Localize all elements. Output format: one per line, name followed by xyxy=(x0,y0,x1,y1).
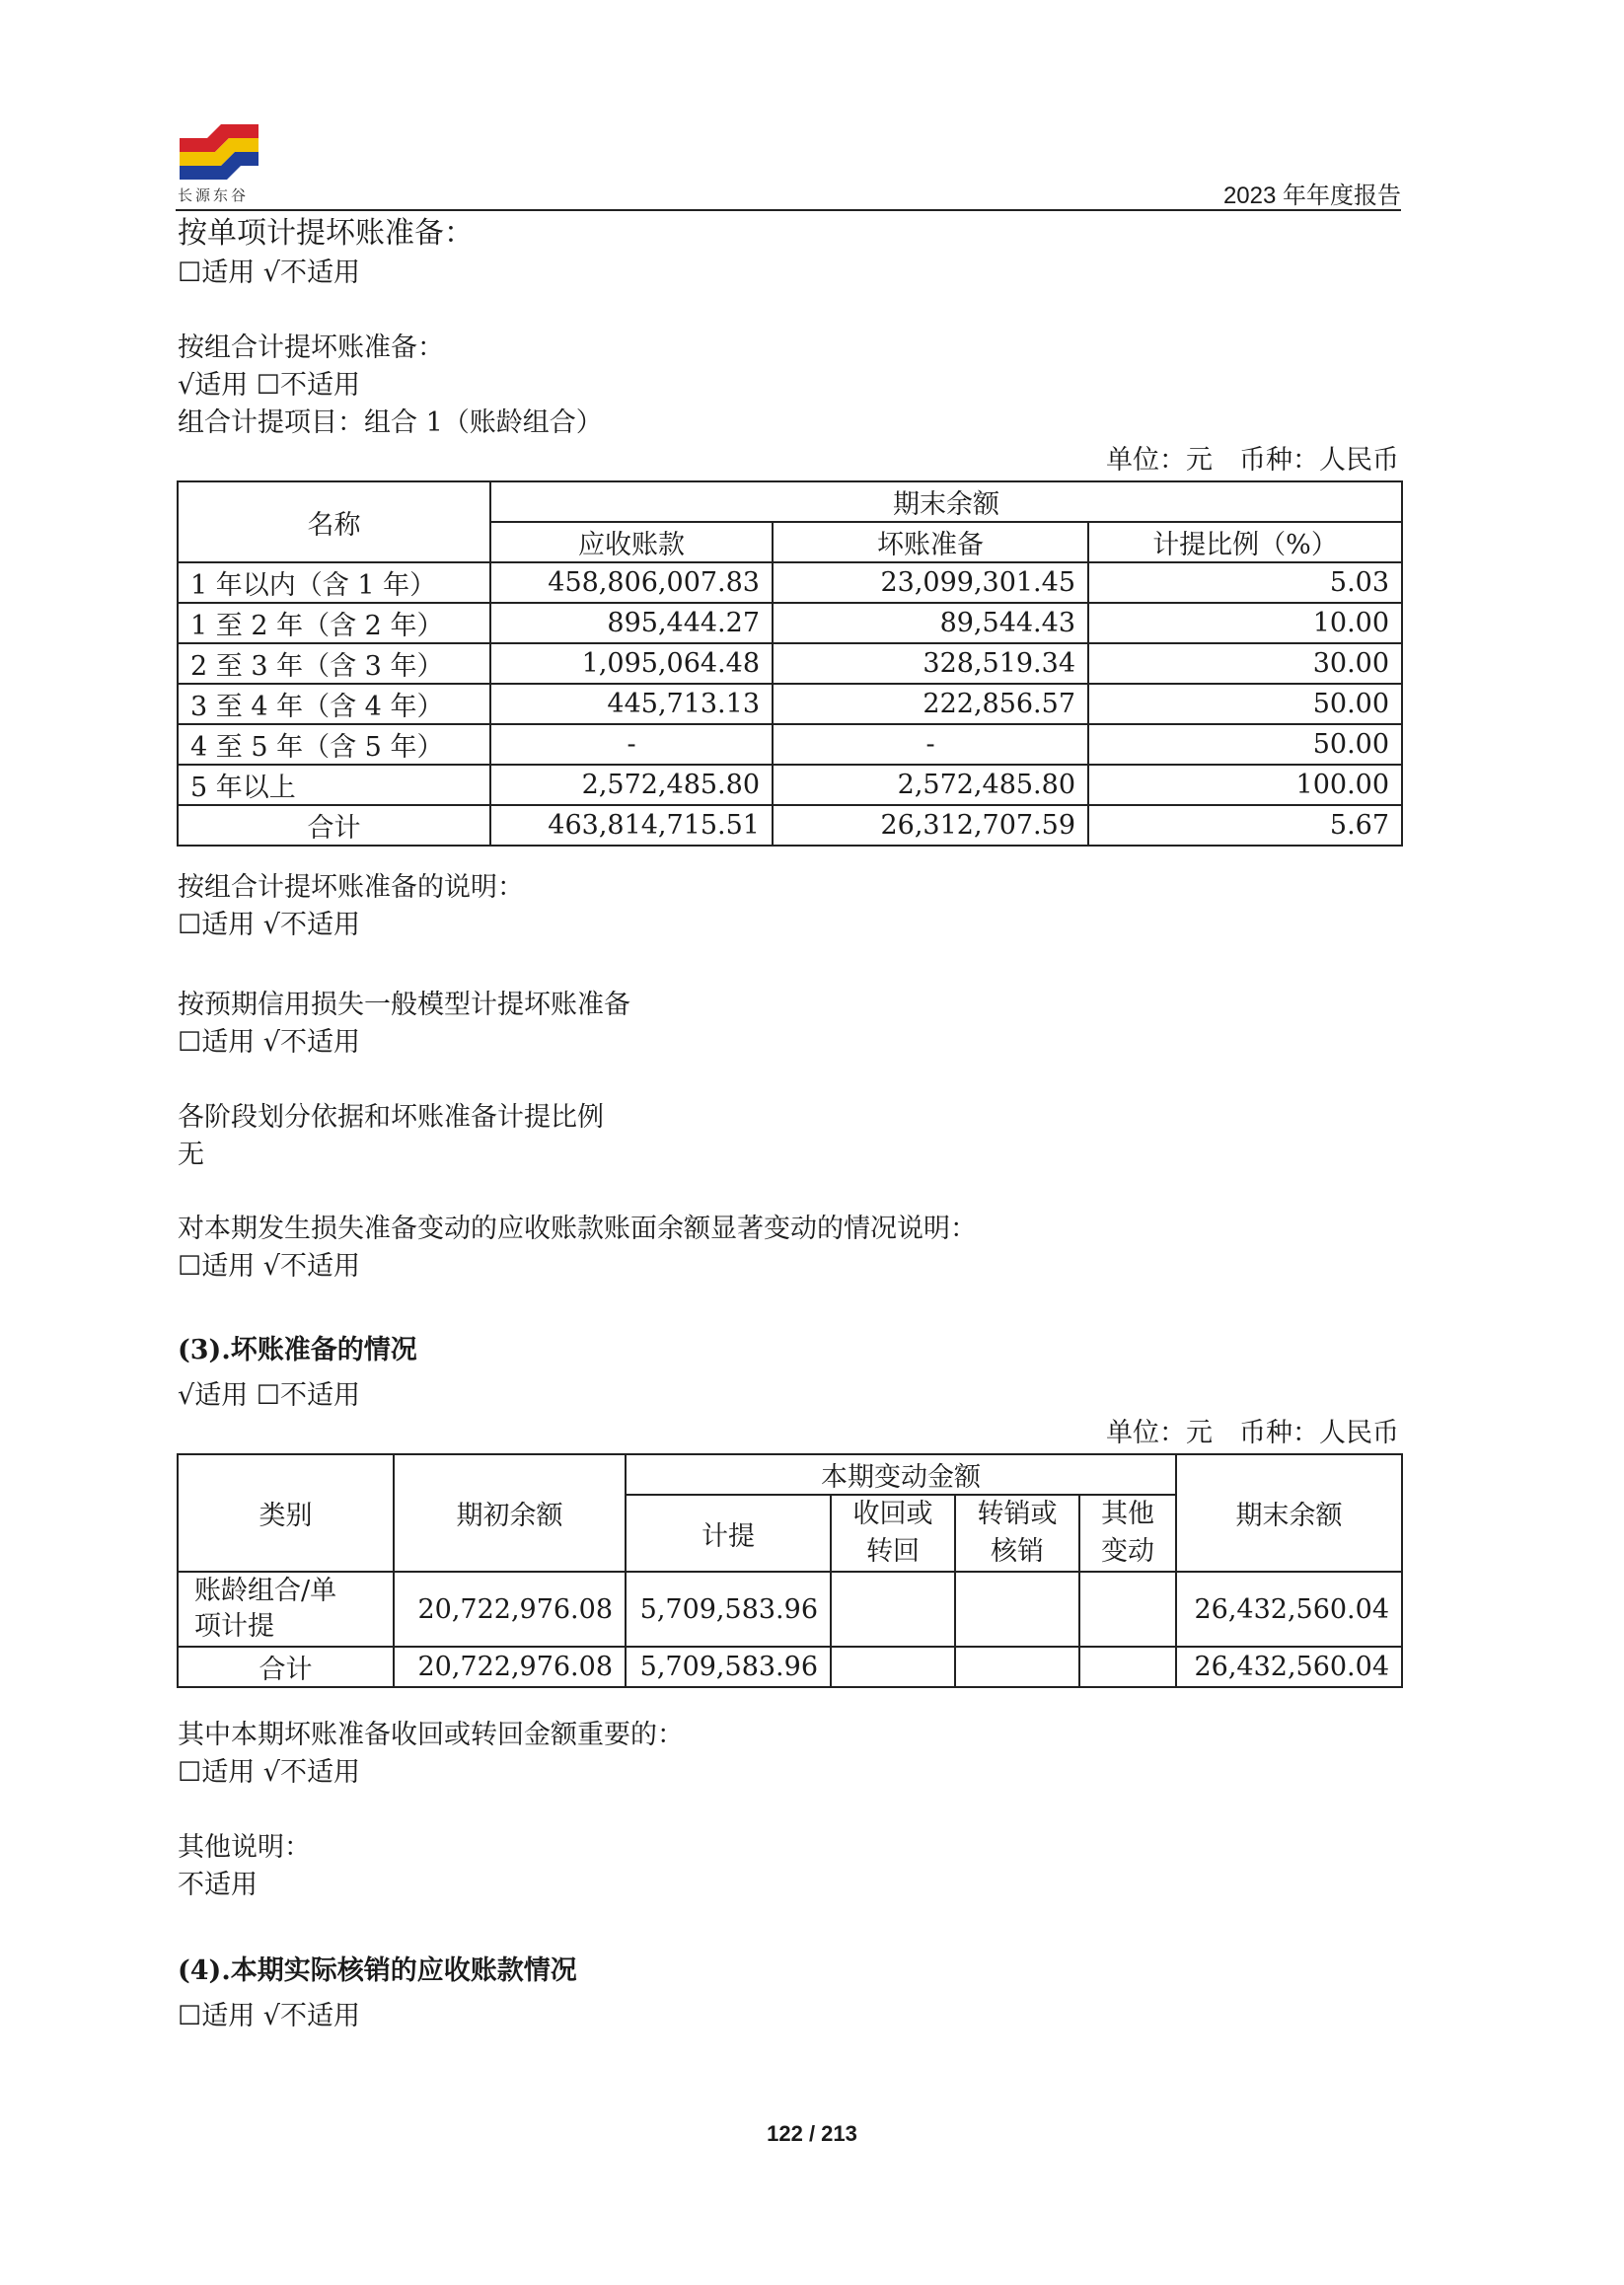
recovery-title: 其中本期坏账准备收回或转回金额重要的： xyxy=(178,1720,684,1750)
row-ratio: 30.00 xyxy=(1088,643,1402,684)
section3-unit: 单位：元 币种：人民币 xyxy=(1106,1418,1399,1448)
row-allowance: 222,856.57 xyxy=(773,684,1088,724)
table-total-row xyxy=(178,805,1402,846)
logo-icon xyxy=(178,116,260,182)
portfolio-item-title: 组合计提项目：组合 1（账龄组合） xyxy=(178,407,603,438)
col-header-closing-balance: 期末余额 xyxy=(490,481,1402,522)
col-header-other-line2: 变动 xyxy=(1101,1536,1154,1567)
row-allowance: 89,544.43 xyxy=(773,603,1088,643)
table-total-row xyxy=(178,1647,1402,1687)
stages-value: 无 xyxy=(178,1140,204,1170)
row-name: 5 年以上 xyxy=(178,765,490,805)
portfolio-applicability: √适用 ☐不适用 xyxy=(178,370,360,401)
total-other xyxy=(1079,1647,1176,1687)
table-row xyxy=(178,765,1402,805)
col-header-other xyxy=(1079,1495,1176,1572)
row-receivable: - xyxy=(490,724,773,765)
row-allowance: 328,519.34 xyxy=(773,643,1088,684)
row-name: 1 年以内（含 1 年） xyxy=(178,562,490,603)
row-category-line1: 账龄组合/单 xyxy=(194,1576,337,1606)
section4-applicability: ☐适用 √不适用 xyxy=(178,2001,360,2031)
col-header-change-group: 本期变动金额 xyxy=(626,1454,1176,1495)
row-name: 4 至 5 年（含 5 年） xyxy=(178,724,490,765)
total-ratio: 5.67 xyxy=(1088,805,1402,846)
page-number: 122 / 213 xyxy=(767,2121,857,2146)
logo-text: 长源东谷 xyxy=(178,186,250,204)
portfolio-unit: 单位：元 币种：人民币 xyxy=(1106,445,1399,476)
other-value: 不适用 xyxy=(178,1870,258,1900)
table-row xyxy=(178,562,1402,603)
col-header-category: 类别 xyxy=(178,1454,394,1572)
total-receivable: 463,814,715.51 xyxy=(490,805,773,846)
portfolio-note-title: 按组合计提坏账准备的说明： xyxy=(178,872,524,903)
row-ratio: 50.00 xyxy=(1088,684,1402,724)
total-opening: 20,722,976.08 xyxy=(394,1647,626,1687)
portfolio-note-applicability: ☐适用 √不适用 xyxy=(178,910,360,940)
row-other xyxy=(1079,1572,1176,1647)
total-name: 合计 xyxy=(178,805,490,846)
col-header-allowance: 坏账准备 xyxy=(773,522,1088,562)
total-allowance: 26,312,707.59 xyxy=(773,805,1088,846)
col-header-closing: 期末余额 xyxy=(1176,1454,1402,1572)
row-writeoff xyxy=(955,1572,1079,1647)
total-writeoff xyxy=(955,1647,1079,1687)
row-allowance: - xyxy=(773,724,1088,765)
row-receivable: 895,444.27 xyxy=(490,603,773,643)
company-logo xyxy=(178,116,260,205)
row-recovered xyxy=(831,1572,955,1647)
single-item-title: 按单项计提坏账准备： xyxy=(178,216,474,251)
total-closing: 26,432,560.04 xyxy=(1176,1647,1402,1687)
row-name: 1 至 2 年（含 2 年） xyxy=(178,603,490,643)
portfolio-title: 按组合计提坏账准备： xyxy=(178,332,444,363)
row-category-line2: 项计提 xyxy=(194,1611,274,1642)
col-header-writeoff-line2: 核销 xyxy=(991,1536,1044,1567)
col-header-recovered-line2: 转回 xyxy=(866,1536,920,1567)
row-receivable: 1,095,064.48 xyxy=(490,643,773,684)
table-row xyxy=(178,684,1402,724)
col-header-ratio: 计提比例（%） xyxy=(1088,522,1402,562)
row-receivable: 458,806,007.83 xyxy=(490,562,773,603)
col-header-opening: 期初余额 xyxy=(394,1454,626,1572)
row-category xyxy=(178,1572,394,1647)
total-recovered xyxy=(831,1647,955,1687)
bad-debt-allowance-table xyxy=(177,1453,1403,1688)
row-provision: 5,709,583.96 xyxy=(626,1572,831,1647)
table-row xyxy=(178,643,1402,684)
col-header-recovered-line1: 收回或 xyxy=(852,1499,933,1529)
col-header-writeoff-line1: 转销或 xyxy=(977,1499,1058,1529)
row-ratio: 50.00 xyxy=(1088,724,1402,765)
other-title: 其他说明： xyxy=(178,1832,311,1863)
row-allowance: 23,099,301.45 xyxy=(773,562,1088,603)
row-ratio: 10.00 xyxy=(1088,603,1402,643)
recovery-applicability: ☐适用 √不适用 xyxy=(178,1757,360,1788)
single-item-applicability: ☐适用 √不适用 xyxy=(178,258,360,288)
section3-applicability: √适用 ☐不适用 xyxy=(178,1380,360,1411)
row-name: 3 至 4 年（含 4 年） xyxy=(178,684,490,724)
section3-title: (3).坏账准备的情况 xyxy=(178,1335,417,1365)
stages-title: 各阶段划分依据和坏账准备计提比例 xyxy=(178,1102,604,1133)
row-closing: 26,432,560.04 xyxy=(1176,1572,1402,1647)
col-header-provision: 计提 xyxy=(626,1495,831,1572)
row-receivable: 2,572,485.80 xyxy=(490,765,773,805)
col-header-writeoff xyxy=(955,1495,1079,1572)
table-row xyxy=(178,603,1402,643)
section4-title: (4).本期实际核销的应收账款情况 xyxy=(178,1955,577,1986)
header-divider xyxy=(176,209,1401,211)
row-receivable: 445,713.13 xyxy=(490,684,773,724)
row-ratio: 5.03 xyxy=(1088,562,1402,603)
col-header-name: 名称 xyxy=(178,481,490,562)
col-header-receivable: 应收账款 xyxy=(490,522,773,562)
row-allowance: 2,572,485.80 xyxy=(773,765,1088,805)
row-name: 2 至 3 年（含 3 年） xyxy=(178,643,490,684)
total-provision: 5,709,583.96 xyxy=(626,1647,831,1687)
significant-change-applicability: ☐适用 √不适用 xyxy=(178,1251,360,1282)
general-model-title: 按预期信用损失一般模型计提坏账准备 xyxy=(178,990,630,1020)
col-header-other-line1: 其他 xyxy=(1101,1499,1154,1529)
total-category: 合计 xyxy=(178,1647,394,1687)
aging-portfolio-table xyxy=(177,480,1403,847)
row-opening: 20,722,976.08 xyxy=(394,1572,626,1647)
row-ratio: 100.00 xyxy=(1088,765,1402,805)
report-title: 2023 年年度报告 xyxy=(1222,183,1401,209)
general-model-applicability: ☐适用 √不适用 xyxy=(178,1027,360,1058)
col-header-recovered xyxy=(831,1495,955,1572)
table-row xyxy=(178,724,1402,765)
table-row xyxy=(178,1572,1402,1647)
significant-change-title: 对本期发生损失准备变动的应收账款账面余额显著变动的情况说明： xyxy=(178,1214,977,1244)
